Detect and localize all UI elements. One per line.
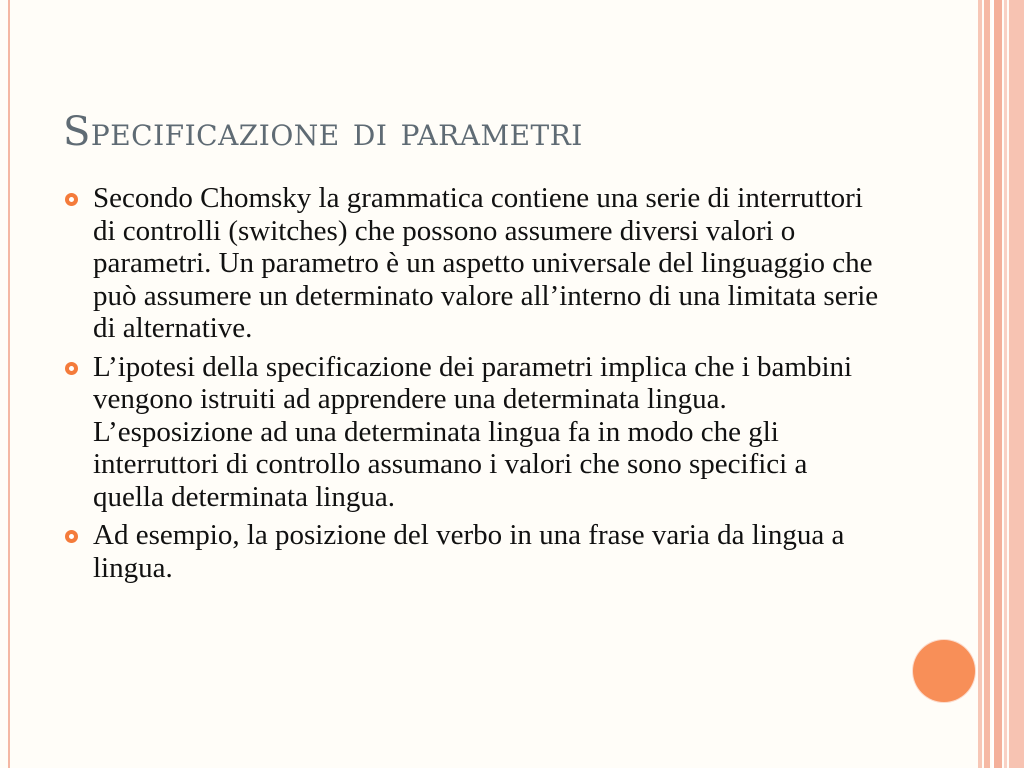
bullet-list [64, 182, 884, 590]
right-stripe [1004, 0, 1007, 768]
bullet-text: Secondo Chomsky la grammatica contiene una serie di interruttori di controlli (switches) che possono assumere diversi valori o parametri. Un parametro è un aspetto universale del linguaggio che può assumere un determinato valore all’interno di una limitata serie di alternative. [93, 182, 879, 344]
right-stripe [994, 0, 1002, 768]
orange-circle-icon [913, 640, 975, 702]
slide-title: Specificazione di parametri [63, 109, 583, 155]
ring-bullet-icon [65, 362, 78, 375]
bullet-item [64, 519, 884, 584]
right-stripe [984, 0, 990, 768]
ring-bullet-icon [65, 193, 78, 206]
bullet-item [64, 351, 884, 514]
bullet-text: Ad esempio, la posizione del verbo in una frase varia da lingua a lingua. [93, 519, 845, 584]
right-stripe [978, 0, 982, 768]
right-stripe [1009, 0, 1024, 768]
left-border-line [8, 0, 10, 768]
bullet-text: L’ipotesi della specificazione dei parametri implica che i bambini vengono istruiti ad apprendere una determinata lingua. L’esposizione ad una determinata lingua fa in modo che gli interruttori di controllo assumano i valori che sono specifici a quella determinata lingua. [93, 350, 853, 513]
bullet-item [64, 182, 884, 345]
ring-bullet-icon [65, 530, 78, 543]
